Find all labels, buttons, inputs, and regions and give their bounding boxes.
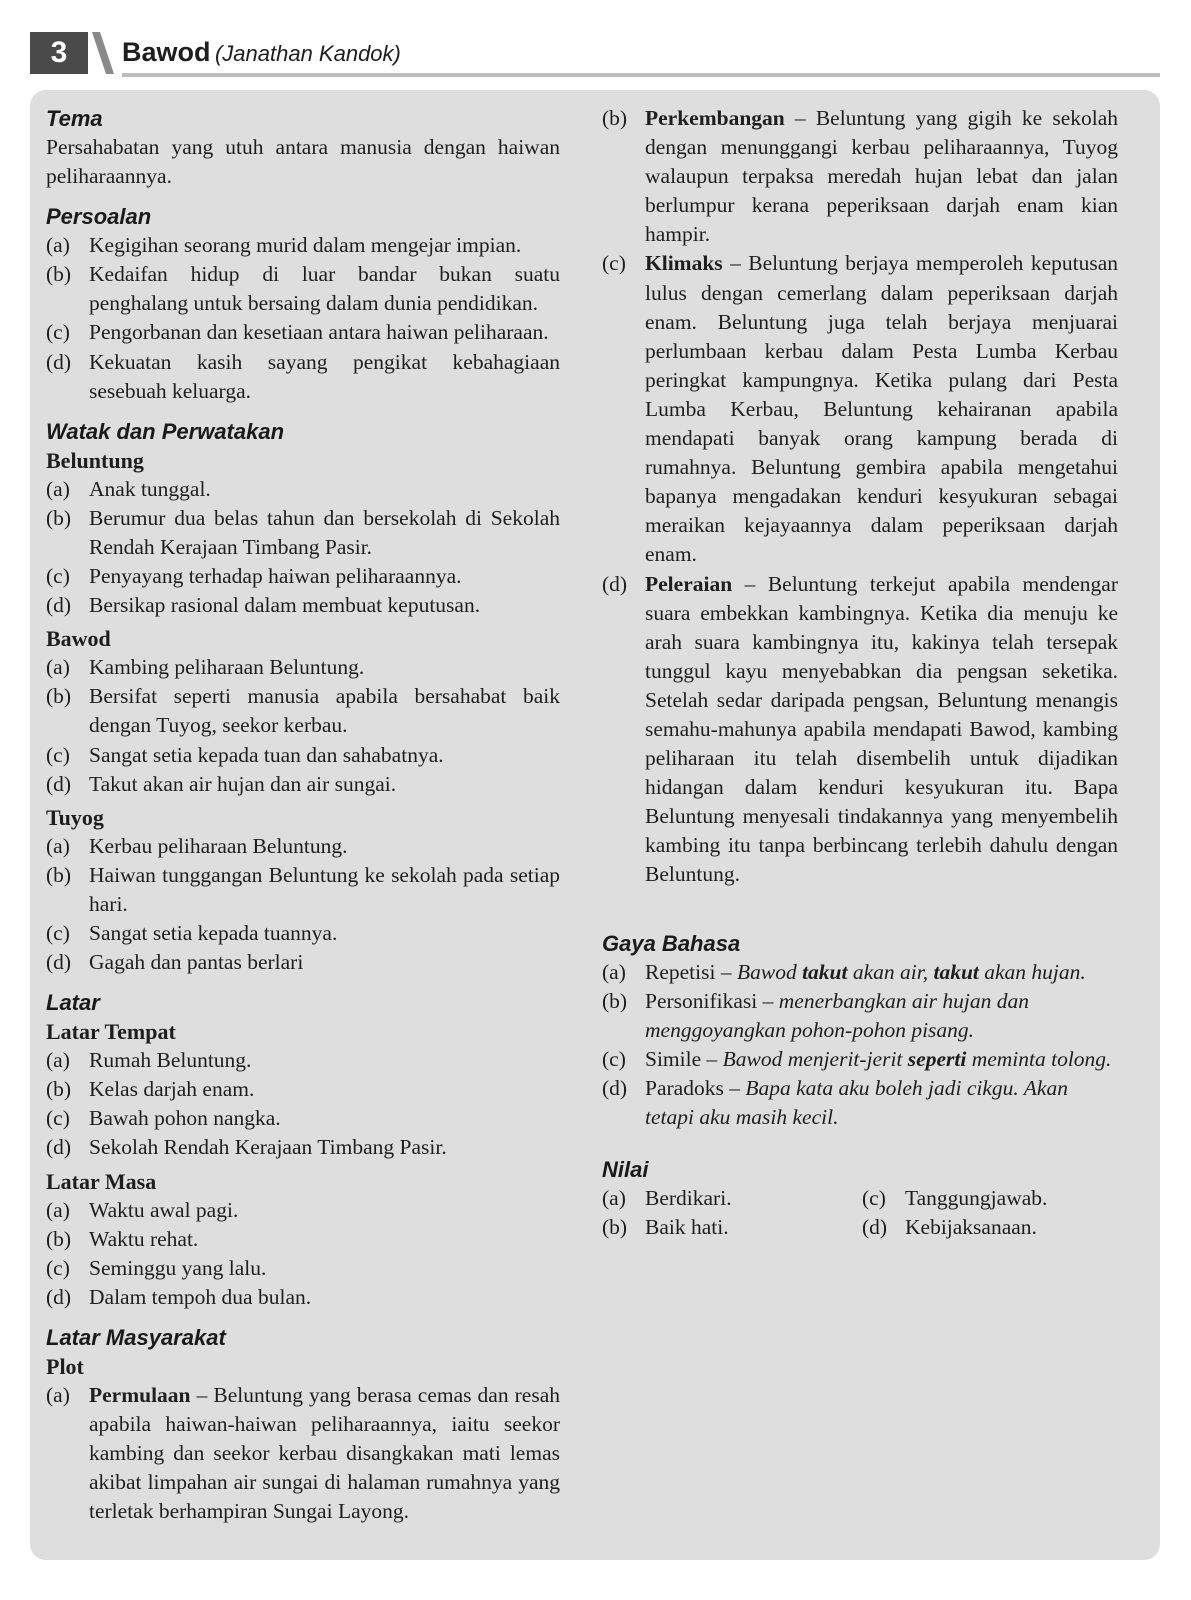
item-text: Kekuatan kasih sayang pengikat kebahagiaan sesebuah keluarga. [89,349,560,403]
item-label: (a) [46,233,70,258]
item-label: (a) [46,1048,70,1073]
item-label: (b) [602,1215,628,1240]
item-text: Berdikari. [645,1186,732,1211]
plot-term: Perkembangan [645,106,785,130]
item-label: (a) [46,655,70,680]
item-text: Penyayang terhadap haiwan peliharaannya. [89,564,462,589]
item-label: (c) [46,320,70,345]
latar-tempat-heading: Latar Tempat [46,1019,176,1045]
list-item [46,919,560,948]
item-text: Rumah Beluntung. [89,1048,252,1073]
item-text: Dalam tempoh dua bulan. [89,1284,312,1309]
list-item [862,1184,1112,1213]
example-part: meminta tolong. [966,1046,1112,1071]
item-label: (b) [602,988,628,1013]
gaya-example [737,960,1086,984]
plot-item-permulaan: (a) Permulaan – Beluntung yang berasa cemas dan resah apabila haiwan-haiwan peliharaannya, iaitu seekor kambing dan seekor kerbau disangkakan mati lemas akibat limpahan air sungai di halaman rumahnya yang terletak berhampiran Sungai Layong. [46,1382,560,1524]
item-text: Takut akan air hujan dan air sungai. [89,771,397,796]
item-text: Sangat setia kepada tuannya. [89,920,338,945]
latar-masyarakat-heading: Latar Masyarakat [46,1324,226,1350]
list-item [46,682,560,740]
item-text: Berumur dua belas tahun dan bersekolah di Sekolah Rendah Kerajaan Timbang Pasir. [89,505,560,559]
item-text: Seminggu yang lalu. [89,1255,267,1280]
gaya-example [723,1047,1112,1071]
item-label: (d) [602,571,628,596]
item-text: Kedaifan hidup di luar bandar bukan suatu penghalang untuk bersaing dalam dunia pendidikan. [89,262,560,316]
example-part-bold: takut [802,959,848,984]
list-item [46,318,560,347]
item-label: (a) [602,1186,626,1211]
slash-decoration-icon [90,32,120,74]
item-text: Baik hati. [645,1215,729,1240]
item-text: Kegigihan seorang murid dalam mengejar impian. [89,233,522,258]
list-item [46,861,560,919]
item-text: Waktu rehat. [89,1226,199,1251]
right-column [602,104,1118,1242]
plot-term: Peleraian [645,571,733,596]
list-item [46,562,560,591]
item-label: (c) [46,1255,70,1280]
list-item [602,1213,862,1242]
item-text: Sangat setia kepada tuan dan sahabatnya. [89,742,444,767]
example-part: Bawod [736,959,803,984]
item-label: (d) [46,1135,72,1160]
character-name-bawod: Bawod [46,626,111,652]
item-label: (a) [46,476,70,501]
story-author: (Janathan Kandok) [214,41,401,66]
item-text: Beluntung terkejut apabila mendengar suara embekkan kambingnya. Ketika dia menuju ke arah suara kambingnya itu, kakinya telah tersepak tunggul kayu menyebabkan dia pengsan seketika. Setelah sedar daripada pengsan, Beluntung menangis semahu-mahunya apabila mendapati Bawod, kambing peliharaan itu telah disembelih untuk dijadikan hidangan dalam kenduri kesyukuran itu. Bapa Beluntung menyesali tindakannya yang menyembelih kambing itu tanpa berbincang terlebih dahulu dengan Beluntung. [645,571,1119,887]
item-label: (b) [46,862,72,887]
list-item [46,475,560,504]
item-text: Anak tunggal. [89,476,211,501]
gaya-bahasa-item: (b) Personifikasi – menerbangkan air hujan dan menggoyangkan pohon-pohon pisang. [602,988,1029,1042]
item-label: (b) [46,262,72,287]
list-item [46,1075,560,1104]
left-column [46,104,560,1526]
list-item [46,591,560,620]
list-item [46,1133,560,1162]
list-item [46,653,560,682]
item-label: (a) [46,833,70,858]
gaya-bahasa-item: (a) Repetisi – Bawod takut akan air, takut akan hujan. [602,958,1118,987]
item-text: Haiwan tunggangan Beluntung ke sekolah pada setiap hari. [89,862,560,916]
gaya-example: menerbangkan air hujan dan menggoyangkan pohon-pohon pisang. [645,988,1029,1042]
latar-heading: Latar [46,990,100,1016]
item-label: (b) [602,106,628,130]
item-label: (c) [46,920,70,945]
item-text: Waktu awal pagi. [89,1197,239,1222]
watak-heading: Watak dan Perwatakan [46,418,285,444]
character-name-beluntung: Beluntung [46,447,144,473]
page-header [30,30,1160,78]
gaya-bahasa-item: (c) Simile – Bawod menjerit-jerit seperti meminta tolong. [602,1045,1118,1074]
item-label: (d) [602,1075,628,1100]
plot-term: Permulaan [89,1382,191,1407]
list-item [862,1213,1112,1242]
header-rule [122,73,1160,77]
character-name-tuyog: Tuyog [46,804,104,830]
item-label: (b) [46,1077,72,1102]
item-label: (d) [46,593,72,618]
item-text: Pengorbanan dan kesetiaan antara haiwan peliharaan. [89,320,549,345]
item-text: Kebijaksanaan. [905,1215,1037,1240]
item-label: (d) [46,349,72,374]
item-text: Tanggungjawab. [905,1186,1048,1211]
list-item [46,1225,560,1254]
list-item [46,1196,560,1225]
item-label: (a) [46,1197,70,1222]
gaya-bahasa-heading: Gaya Bahasa [602,930,741,956]
example-part-bold: seperti [907,1046,967,1071]
list-item [46,260,560,318]
item-label: (c) [46,742,70,767]
item-text: Bawah pohon nangka. [89,1106,281,1131]
example-part-bold: takut [933,959,979,984]
list-item [46,504,560,562]
plot-item-peleraian: (d) Peleraian – Beluntung terkejut apabila mendengar suara embekkan kambingnya. Ketika dia menuju ke arah suara kambingnya itu, kakinya telah tersepak tunggul kayu menyebabkan dia pengsan seketika. Setelah sedar daripada pengsan, Beluntung menangis semahu-mahunya apabila mendapati Bawod, kambing peliharaan itu telah disembelih untuk dijadikan hidangan dalam kenduri kesyukuran itu. Bapa Beluntung menyesali tindakannya yang menyembelih kambing itu tanpa berbincang terlebih dahulu dengan Beluntung. [602,571,1119,887]
persoalan-heading: Persoalan [46,204,152,230]
item-label: (c) [602,1046,626,1071]
list-item [46,741,560,770]
list-item [46,231,560,260]
latar-masa-heading: Latar Masa [46,1168,157,1194]
item-label: (d) [46,1284,72,1309]
gaya-bahasa-item: (d) Paradoks – Bapa kata aku boleh jadi cikgu. Akan tetapi aku masih kecil. [602,1075,1068,1129]
item-text: Bersifat seperti manusia apabila bersahabat baik dengan Tuyog, seekor kerbau. [89,684,560,738]
list-item [602,1184,862,1213]
plot-item-perkembangan: (b) Perkembangan – Beluntung yang gigih ke sekolah dengan menunggangi kerbau peliharaannya, Tuyog walaupun terpaksa meredah hujan lebat dan jalan berlumpur kerana peperiksaan darjah enam kian hampir. [602,106,1119,247]
item-label: (c) [46,1106,70,1131]
plot-item-klimaks: (c) Klimaks – Beluntung berjaya memperoleh keputusan lulus dengan cemerlang dalam peperiksaan darjah enam. Beluntung juga telah berjaya menjuarai perlumbaan kerbau dalam Pesta Lumba Kerbau peringkat kampungnya. Ketika pulang dari Pesta Lumba Kerbau, Beluntung kehairanan apabila mendapati banyak orang kampung berada di rumahnya. Beluntung gembira apabila mengetahui bapanya mengadakan kenduri kesyukuran sebagai meraikan kejayaannya dalam peperiksaan darjah enam. [602,251,1118,567]
gaya-example: Bapa kata aku boleh jadi cikgu. Akan tetapi aku masih kecil. [645,1075,1068,1129]
item-text: Gagah dan pantas berlari [89,950,304,975]
item-text: Kerbau peliharaan Beluntung. [89,833,348,858]
item-label: (b) [46,684,72,709]
item-label: (b) [46,505,72,530]
item-label: (d) [46,950,72,975]
list-item [46,948,560,977]
item-text: Beluntung yang gigih ke sekolah dengan menunggangi kerbau peliharaannya, Tuyog walaupun terpaksa meredah hujan lebat dan jalan berlumpur kerana peperiksaan darjah enam kian hampir. [645,106,1119,247]
example-part: Bawod menjerit-jerit [722,1046,908,1071]
story-title: Bawod [122,37,211,67]
tema-heading: Tema [46,106,103,131]
item-label: (b) [46,1226,72,1251]
item-label: (c) [862,1186,886,1211]
gaya-term: Personifikasi [645,988,758,1013]
item-text: Kelas darjah enam. [89,1077,255,1102]
example-part: akan hujan. [978,959,1086,984]
list-item [46,770,560,799]
example-part: akan air, [847,959,934,984]
item-text: Kambing peliharaan Beluntung. [89,655,365,680]
item-text: Beluntung yang berasa cemas dan resah apabila haiwan-haiwan peliharaannya, iaitu seekor kambing dan seekor kerbau disangkakan mati lemas akibat limpahan air sungai di halaman rumahnya yang terletak berhampiran Sungai Layong. [89,1382,560,1524]
gaya-term: Paradoks [645,1075,724,1100]
list-item [46,1046,560,1075]
item-text: Bersikap rasional dalam membuat keputusan. [89,593,481,618]
item-label: (c) [602,251,626,276]
gaya-term: Repetisi [645,959,716,984]
page-title [122,30,401,74]
list-item [46,1254,560,1283]
plot-term: Klimaks [645,251,723,276]
item-text: Beluntung berjaya memperoleh keputusan lulus dengan cemerlang dalam peperiksaan darjah enam. Beluntung juga telah berjaya menjuarai perlumbaan kerbau dalam Pesta Lumba Kerbau peringkat kampungnya. Ketika pulang dari Pesta Lumba Kerbau, Beluntung kehairanan apabila mendapati banyak orang kampung berada di rumahnya. Beluntung gembira apabila mengetahui bapanya mengadakan kenduri kesyukuran sebagai meraikan kejayaannya dalam peperiksaan darjah enam. [645,251,1118,567]
item-label: (a) [46,1382,70,1407]
tema-text: Persahabatan yang utuh antara manusia dengan haiwan peliharaannya. [46,135,560,189]
item-label: (a) [602,959,626,984]
list-item [46,1104,560,1133]
list-item [46,832,560,861]
list-item [46,348,560,406]
item-label: (d) [862,1215,888,1240]
item-label: (c) [46,564,70,589]
chapter-number-badge: 3 [30,32,88,74]
item-text: Sekolah Rendah Kerajaan Timbang Pasir. [89,1135,447,1160]
nilai-list [602,1184,1118,1242]
plot-heading: Plot [46,1353,84,1379]
nilai-heading: Nilai [602,1157,649,1183]
item-label: (d) [46,771,72,796]
list-item [46,1283,560,1312]
gaya-term: Simile [645,1046,702,1071]
